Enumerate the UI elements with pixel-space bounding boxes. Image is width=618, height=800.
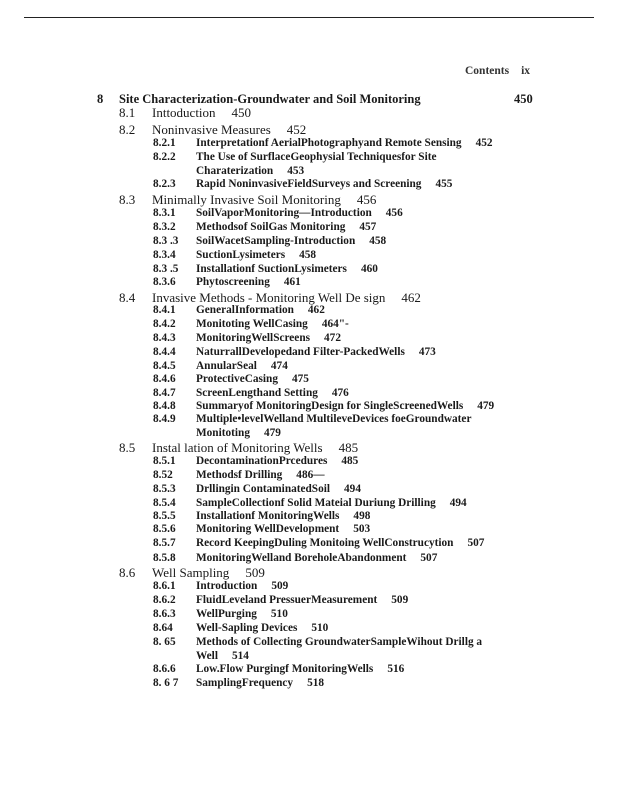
entry-title: Monitoting WellCasing [196, 318, 308, 330]
entry-title: Installationf SuctionLysimeters [196, 263, 347, 275]
entry-page: 462 [307, 304, 325, 316]
entry-page: 509 [245, 565, 265, 580]
entry-page: 510 [270, 608, 288, 620]
toc-subsection-entry [153, 151, 437, 177]
entry-title: Noninvasive Measures [152, 122, 271, 137]
entry-number: 8.2.3 [153, 178, 176, 190]
entry-page: 514 [231, 650, 249, 662]
entry-number: 8. 65 [153, 636, 176, 648]
entry-page: 452 [286, 122, 307, 137]
entry-title: NaturrallDevelopedand Filter-PackedWells [196, 346, 405, 358]
toc-subsection-entry [153, 304, 325, 316]
entry-page: 475 [292, 373, 309, 385]
entry-title: Summaryof MonitoringDesign for SingleScreenedWells [196, 400, 464, 412]
entry-page: 456 [385, 207, 403, 219]
entry-page: 494 [449, 497, 467, 509]
entry-page: 458 [299, 249, 317, 261]
entry-number: 8.1 [119, 105, 136, 120]
entry-title: Well-Sapling Devices [196, 622, 298, 634]
entry-number: 8.5.8 [153, 552, 176, 564]
entry-number: 8.3 .3 [153, 235, 179, 247]
entry-page: 455 [435, 178, 453, 190]
running-head-page: ix [521, 65, 531, 77]
entry-number: 8. 6 7 [153, 677, 179, 689]
toc-subsection-entry [153, 360, 288, 372]
entry-title: Inttoduction [152, 105, 216, 120]
entry-page: 510 [311, 622, 329, 634]
entry-number: 8.5.4 [153, 497, 176, 509]
entry-continuation [196, 427, 471, 439]
entry-number: 8.6 [119, 565, 136, 580]
entry-number: 8.5.6 [153, 523, 176, 535]
entry-title: ScreenLengthand Setting [196, 387, 318, 399]
toc-subsection-entry [153, 400, 494, 412]
entry-title: Installationf MonitoringWells [196, 510, 340, 522]
entry-number: 8.4.5 [153, 360, 176, 372]
entry-page: 456 [356, 192, 377, 207]
entry-number: 8.4.1 [153, 304, 176, 316]
toc-subsection-entry [153, 346, 436, 358]
toc-subsection-entry [153, 594, 408, 606]
chapter-number: 8 [97, 92, 104, 106]
entry-title: Well Sampling [152, 565, 230, 580]
toc-section-entry [119, 122, 306, 138]
entry-title: SamplingFrequency [196, 677, 294, 689]
entry-number: 8.3.4 [153, 249, 176, 261]
entry-page: 509 [271, 580, 289, 592]
toc-subsection-entry [153, 537, 484, 549]
entry-page: 472 [324, 332, 341, 344]
entry-title: Methodsof SoilGas Monitoring [196, 221, 346, 233]
entry-number: 8.3.1 [153, 207, 176, 219]
entry-title: MonitoringWelland BoreholeAbandonment [196, 552, 407, 564]
toc-subsection-entry [153, 318, 349, 330]
entry-title: Instal lation of Monitoring Wells [152, 440, 323, 455]
toc-subsection-entry [153, 608, 288, 620]
toc-subsection-entry [153, 221, 376, 233]
entry-number: 8.2.1 [153, 137, 176, 149]
entry-continuation [196, 650, 482, 662]
entry-number: 8.5.1 [153, 455, 176, 467]
toc-subsection-entry [153, 387, 349, 399]
toc-subsection-entry [153, 622, 328, 634]
entry-page: 457 [359, 221, 377, 233]
entry-number: 8.4.2 [153, 318, 176, 330]
entry-page: 507 [467, 537, 485, 549]
toc-section-entry [119, 192, 376, 208]
toc-subsection-entry [153, 276, 301, 288]
entry-page: 503 [353, 523, 371, 535]
toc-subsection-entry [153, 137, 493, 149]
toc-subsection-entry [153, 677, 324, 689]
entry-page: 518 [307, 677, 325, 689]
toc-subsection-entry [153, 636, 482, 662]
entry-number: 8.5.3 [153, 483, 176, 495]
entry-page: 474 [270, 360, 288, 372]
entry-title: Record KeepingDuling Monitoing WellConstrucytion [196, 537, 454, 549]
toc-subsection-entry [153, 510, 370, 522]
entry-title: Rapid NoninvasiveFieldSurveys and Screening [196, 178, 422, 190]
toc-subsection-entry [153, 413, 471, 439]
toc-subsection-entry [153, 373, 309, 385]
entry-title: Interpretationf AerialPhotographyand Remote Sensing [196, 137, 462, 149]
entry-number: 8.6.3 [153, 608, 176, 620]
toc-subsection-entry [153, 580, 288, 592]
entry-page: 462 [401, 290, 421, 305]
entry-title: GeneralInformation [196, 304, 294, 316]
chapter-page: 450 [514, 92, 533, 106]
entry-number: 8.5.7 [153, 537, 176, 549]
toc-subsection-entry [153, 663, 404, 675]
entry-page: 453 [287, 165, 305, 177]
entry-title: ProtectiveCasing [196, 373, 278, 385]
entry-page: 485 [341, 455, 359, 467]
entry-title: Monitoring WellDevelopment [196, 523, 340, 535]
entry-title: Introduction [196, 580, 258, 592]
entry-number: 8.5.5 [153, 510, 176, 522]
toc-subsection-entry [153, 235, 386, 247]
top-rule [24, 17, 594, 18]
entry-number: 8.6.6 [153, 663, 176, 675]
entry-page: 516 [387, 663, 405, 675]
entry-page: 464"- [321, 318, 349, 330]
entry-title: Low.Flow Purgingf MonitoringWells [196, 663, 374, 675]
entry-page: 461 [283, 276, 301, 288]
entry-page: 479 [263, 427, 281, 439]
entry-continuation-text: Monitoting [196, 427, 250, 439]
entry-number: 8.4.7 [153, 387, 176, 399]
entry-title: SampleCollectionf Solid Mateial Duriung Drilling [196, 497, 436, 509]
entry-page: 452 [475, 137, 493, 149]
toc-subsection-entry [153, 263, 378, 275]
entry-number: 8.3.2 [153, 221, 176, 233]
toc-subsection-entry [153, 483, 361, 495]
entry-title: Phytoscreening [196, 276, 270, 288]
entry-continuation-text: Well [196, 650, 218, 662]
entry-number: 8.2.2 [153, 151, 176, 163]
entry-page: 458 [369, 235, 387, 247]
toc-subsection-entry [153, 497, 467, 509]
entry-number: 8.4.3 [153, 332, 176, 344]
running-head-label: Contents [465, 65, 510, 77]
entry-page: 460 [360, 263, 378, 275]
entry-number: 8.6.1 [153, 580, 176, 592]
entry-title: WellPurging [196, 608, 257, 620]
entry-number: 8.52 [153, 469, 173, 481]
entry-title: SuctionLysimeters [196, 249, 286, 261]
entry-title: SoilVaporMonitoring—Introduction [196, 207, 372, 219]
entry-title: Minimally Invasive Soil Monitoring [152, 192, 341, 207]
entry-number: 8.2 [119, 122, 136, 137]
toc-section-entry [119, 565, 265, 581]
entry-number: 8.64 [153, 622, 173, 634]
entry-page: 494 [344, 483, 361, 495]
entry-page: 479 [477, 400, 495, 412]
toc-subsection-entry [153, 207, 403, 219]
toc-section-entry [119, 105, 251, 121]
toc-subsection-entry [153, 469, 325, 481]
entry-title: Drllingin ContaminatedSoil [196, 483, 331, 495]
entry-number: 8.3 .5 [153, 263, 179, 275]
chapter-title: Site Characterization-Groundwater and Soil Monitoring [119, 92, 421, 106]
toc-subsection-entry [153, 332, 341, 344]
toc-subsection-entry [153, 178, 452, 190]
toc-subsection-entry [153, 249, 316, 261]
entry-page: 486— [296, 469, 325, 481]
entry-number: 8.3.6 [153, 276, 176, 288]
entry-continuation [196, 165, 437, 177]
toc-section-entry [119, 440, 358, 456]
entry-page: 485 [338, 440, 359, 455]
entry-title: Methods of Collecting GroundwaterSampleWihout Drillg a [196, 636, 483, 648]
entry-page: 509 [391, 594, 409, 606]
entry-title: AnnularSeal [196, 360, 257, 372]
entry-page: 476 [331, 387, 349, 399]
entry-page: 498 [353, 510, 371, 522]
entry-number: 8.4.6 [153, 373, 176, 385]
entry-title: FluidLeveland PressuerMeasurement [196, 594, 378, 606]
entry-title: Invasive Methods - Monitoring Well De sign [152, 290, 386, 305]
toc-subsection-entry [153, 455, 358, 467]
toc-subsection-entry [153, 523, 370, 535]
entry-number: 8.3 [119, 192, 136, 207]
entry-number: 8.4.4 [153, 346, 176, 358]
entry-continuation-text: Charaterization [196, 165, 274, 177]
entry-title: MonitoringWellScreens [196, 332, 311, 344]
entry-page: 507 [420, 552, 438, 564]
entry-page: 450 [231, 105, 252, 120]
entry-number: 8.4.9 [153, 413, 176, 425]
entry-number: 8.6.2 [153, 594, 176, 606]
entry-number: 8.4.8 [153, 400, 176, 412]
toc-subsection-entry [153, 552, 437, 564]
entry-number: 8.4 [119, 290, 136, 305]
entry-title: Methodsf Drilling [196, 469, 283, 481]
entry-title: SoilWacetSampling-Introduction [196, 235, 356, 247]
entry-title: The Use of SurflaceGeophysial Techniquesfor Site [196, 151, 437, 163]
running-head [465, 65, 530, 77]
entry-title: Multiple•levelWelland MultileveDevices foeGroundwater [196, 413, 472, 425]
entry-title: DecontaminationPrcedures [196, 455, 328, 467]
entry-page: 473 [418, 346, 436, 358]
entry-number: 8.5 [119, 440, 136, 455]
